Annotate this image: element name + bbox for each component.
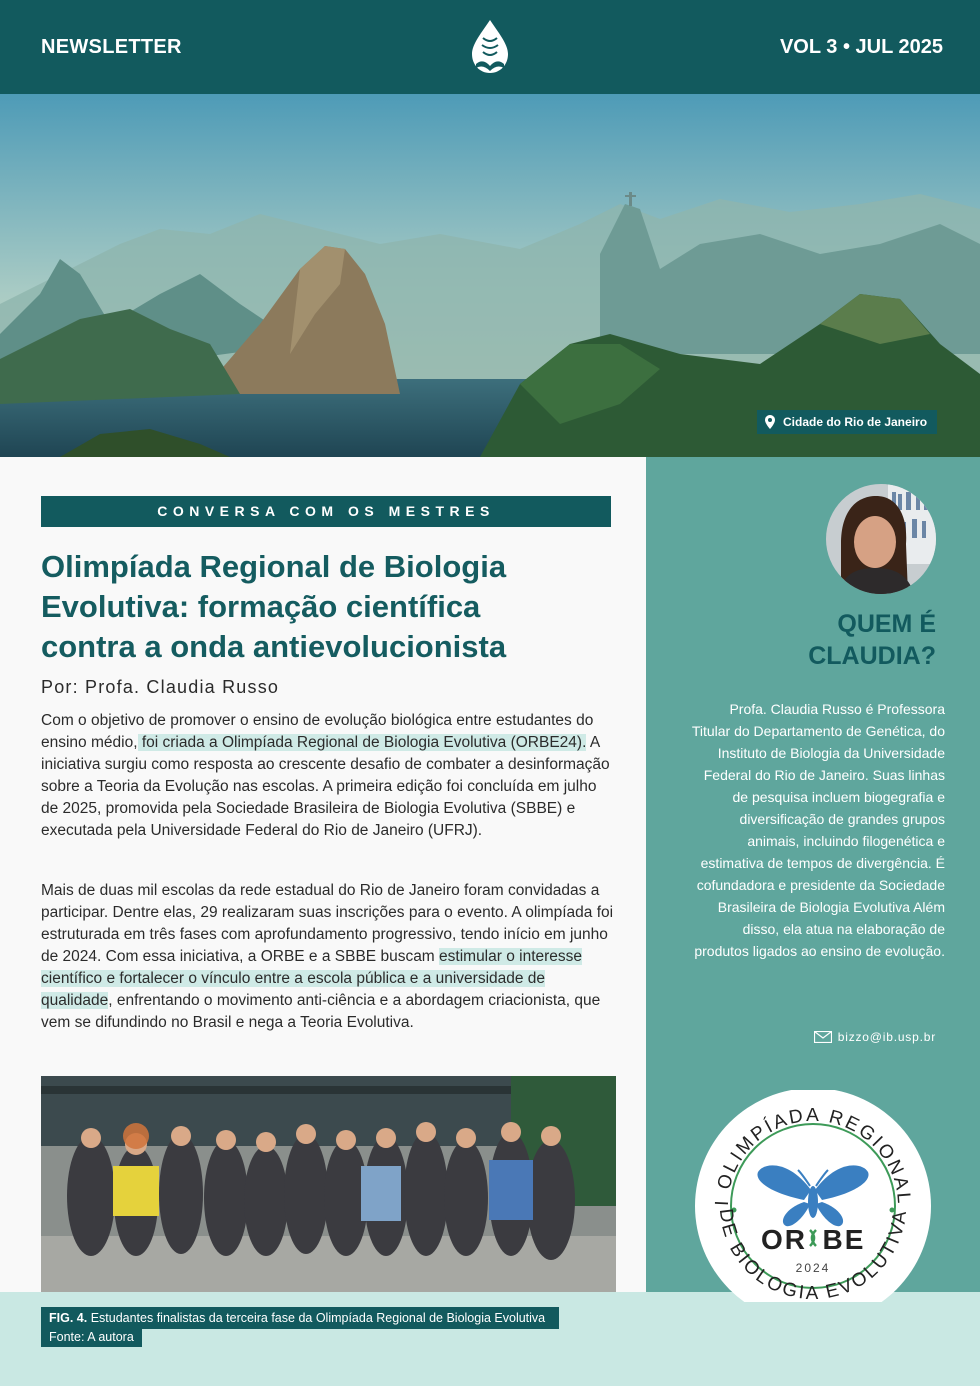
- newsletter-label: NEWSLETTER: [41, 36, 182, 58]
- hero-image: [0, 94, 980, 457]
- paragraph-1: [41, 710, 616, 842]
- envelope-icon: [814, 1031, 832, 1043]
- seal-name-right: BE: [822, 1224, 866, 1255]
- highlighted-text: estimular o interesse científico e fortalecer o vínculo entre a escola pública e a universidade de qualidade: [41, 948, 583, 1009]
- location-badge: [757, 410, 937, 434]
- caption-text: Estudantes finalistas da terceira fase da Olimpíada Regional de Biologia Evolutiva: [90, 1311, 546, 1325]
- map-pin-icon: [765, 415, 775, 429]
- title-line: contra a onda antievolucionista: [41, 629, 507, 664]
- section-label: CONVERSA COM OS MESTRES: [41, 496, 611, 527]
- email-address[interactable]: bizzo@ib.usp.br: [837, 1030, 936, 1044]
- article-title: [41, 547, 631, 667]
- seal-arc-bottom: DE BIOLOGIA EVOLUTIVA: [714, 1207, 912, 1302]
- location-label: Cidade do Rio de Janeiro: [783, 415, 928, 429]
- heading-line: QUEM É: [837, 610, 936, 638]
- paragraph-2: [41, 880, 616, 1034]
- header: [0, 0, 980, 94]
- paragraph-text: A iniciativa surgiu como resposta ao crescente desafio de combater a desinformação sobre a Teoria da Evolução nas escolas. A primeira edição foi concluída em julho de 2025, promovida pela Sociedade Brasileira de Biologia Evolutiva (SBBE) e executada pela Universidade Federal do Rio de Janeiro (UFRJ).: [41, 734, 610, 839]
- seal-name-left: OR: [761, 1224, 807, 1255]
- paragraph-text: Com o objetivo de promover o ensino de evolução biológica entre estudantes do ensino médio,: [41, 712, 594, 751]
- heading-line: CLAUDIA?: [808, 642, 936, 670]
- seal-year: 2024: [795, 1261, 831, 1275]
- bio-text: Profa. Claudia Russo é Professora Titular do Departamento de Genética, do Instituto de Biologia da Universidade Federal do Rio de Janeiro. Suas linhas de pesquisa incluem biogegrafia e diversificação de grandes grupos animais, incluindo filogenética e estimativa de tempos de divergência. É cofundadora e presidente da Sociedade Brasileira de Biologia Evolutiva Além disso, ela atua na elaboração de produtos ligados ao ensino de evolução.: [691, 701, 945, 959]
- sidebar-heading: [760, 608, 936, 672]
- orbe-seal-logo: [694, 1090, 932, 1302]
- issue-label: VOL 3 • JUL 2025: [779, 36, 943, 58]
- figure-caption: [41, 1307, 559, 1329]
- email-contact[interactable]: [790, 1030, 936, 1044]
- paragraph-text: , enfrentando o movimento anti-ciência e a abordagem criacionista, que vem se difundindo no Brasil e nega a Teoria Evolutiva.: [41, 992, 601, 1031]
- drop-dna-hands-icon: [466, 18, 514, 76]
- title-line: Olimpíada Regional de Biologia: [41, 549, 507, 584]
- figure-label: FIG. 4.: [49, 1311, 88, 1325]
- students-group-photo: [41, 1076, 616, 1292]
- figure-source: Fonte: A autora: [41, 1327, 142, 1347]
- byline: Por: Profa. Claudia Russo: [41, 677, 280, 697]
- title-line: Evolutiva: formação científica: [41, 589, 481, 624]
- avatar: [826, 484, 936, 594]
- seal-arc-top: I OLIMPÍADA REGIONAL: [711, 1104, 915, 1207]
- highlighted-text: foi criada a Olimpíada Regional de Biologia Evolutiva (ORBE24).: [137, 734, 587, 751]
- paragraph-text: Mais de duas mil escolas da rede estadual do Rio de Janeiro foram convidadas a participar. Dentre elas, 29 realizaram suas inscrições para o evento. A olimpíada foi estruturada em três fases com aprofundamento progressivo, tendo início em junho de 2024. Com essa iniciativa, a ORBE e a SBBE buscam: [41, 882, 614, 965]
